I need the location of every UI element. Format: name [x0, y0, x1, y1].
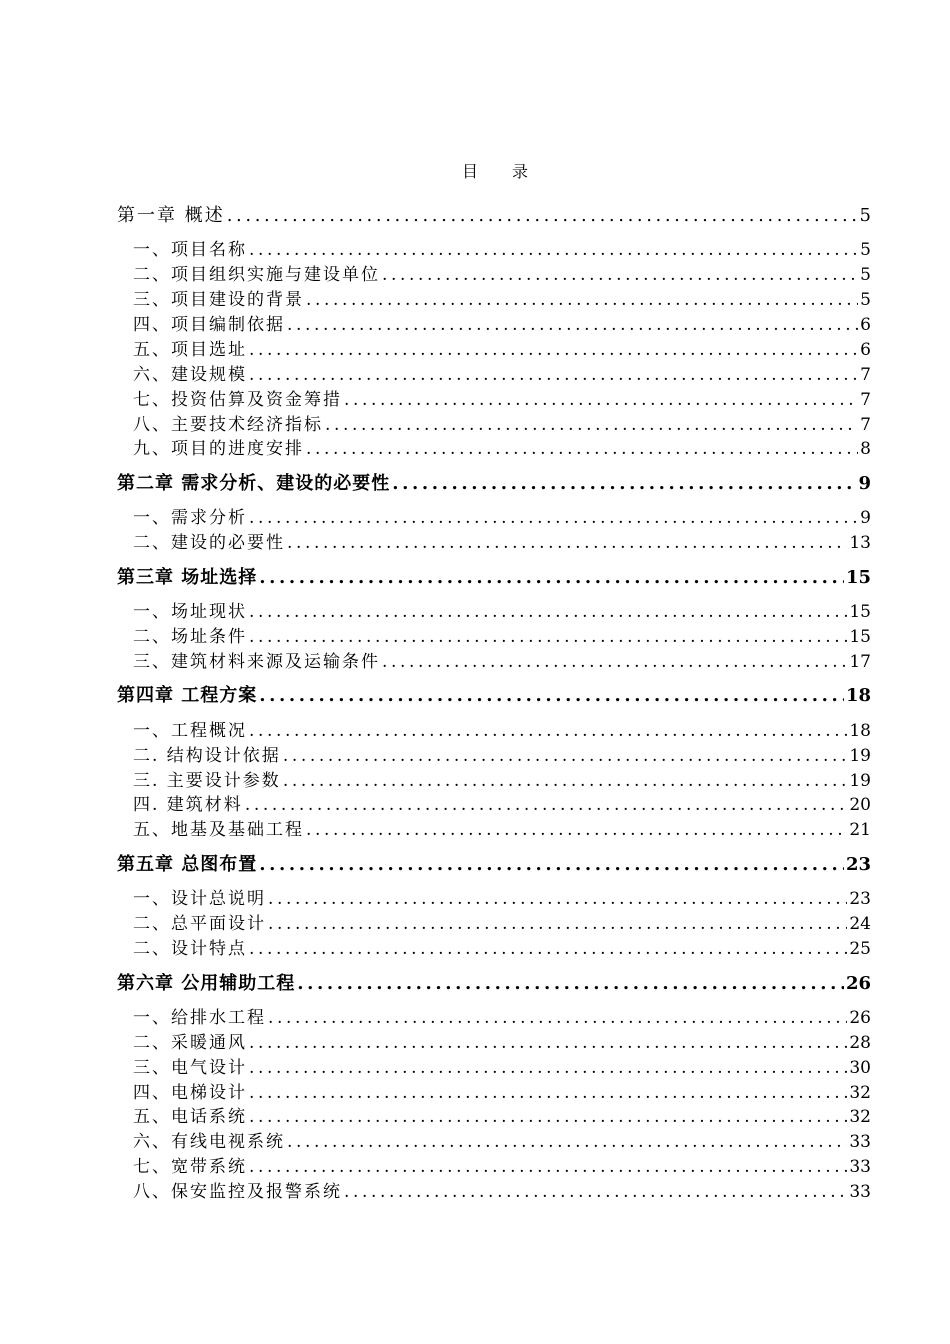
toc-entry-label: 六、建设规模 — [133, 365, 247, 385]
toc-dot-leader — [268, 911, 847, 937]
toc-page-number: 19 — [849, 771, 871, 791]
toc-dot-leader — [245, 792, 848, 818]
toc-chapter-entry[interactable] — [117, 683, 871, 709]
toc-section-entry[interactable] — [133, 505, 871, 531]
toc-dot-leader — [227, 203, 858, 229]
toc-entry-label: 三. 主要设计参数 — [133, 771, 281, 791]
toc-entry-label: 二. 结构设计依据 — [133, 746, 281, 766]
toc-dot-leader — [283, 768, 848, 794]
toc-page-number: 24 — [849, 914, 871, 934]
toc-section-entry[interactable] — [133, 1030, 871, 1056]
toc-page-number: 7 — [860, 415, 871, 435]
toc-section-entry[interactable] — [133, 1179, 871, 1205]
toc-section-entry[interactable] — [133, 649, 871, 675]
toc-section-entry[interactable] — [133, 436, 871, 462]
toc-entry-label: 一、设计总说明 — [133, 889, 266, 909]
toc-dot-leader — [249, 1104, 847, 1130]
toc-page-number: 5 — [860, 240, 871, 260]
toc-section-entry[interactable] — [133, 599, 871, 625]
toc-chapter-entry[interactable] — [117, 971, 871, 997]
toc-page-number: 7 — [860, 390, 871, 410]
toc-entry-label: 六、有线电视系统 — [133, 1132, 285, 1152]
toc-section-entry[interactable] — [133, 362, 871, 388]
toc-dot-leader — [392, 471, 856, 497]
toc-dot-leader — [306, 287, 858, 313]
toc-entry-label: 七、投资估算及资金筹措 — [133, 390, 342, 410]
toc-page-number: 9 — [858, 473, 871, 494]
toc-section-entry[interactable] — [133, 792, 871, 818]
toc-dot-leader — [259, 565, 844, 591]
toc-page-number: 23 — [845, 854, 871, 875]
toc-dot-leader — [306, 436, 858, 462]
toc-entry-label: 第一章 概述 — [117, 205, 225, 226]
toc-dot-leader — [249, 505, 858, 531]
toc-page-number: 32 — [849, 1083, 871, 1103]
toc-page-number: 6 — [860, 315, 871, 335]
toc-entry-label: 一、需求分析 — [133, 508, 247, 528]
toc-dot-leader — [306, 817, 847, 843]
toc-page-number: 18 — [849, 721, 871, 741]
toc-page-number: 15 — [849, 627, 871, 647]
toc-page-number: 17 — [849, 652, 871, 672]
toc-section-entry[interactable] — [133, 412, 871, 438]
toc-section-entry[interactable] — [133, 1055, 871, 1081]
toc-section-entry[interactable] — [133, 817, 871, 843]
toc-chapter-entry[interactable] — [117, 471, 871, 497]
page-title-left: 目 — [461, 162, 478, 181]
toc-page-number: 6 — [860, 340, 871, 360]
toc-page-number: 5 — [859, 205, 871, 226]
toc-dot-leader — [259, 683, 844, 709]
toc-section-entry[interactable] — [133, 911, 871, 937]
toc-dot-leader — [325, 412, 858, 438]
toc-entry-label: 九、项目的进度安排 — [133, 439, 304, 459]
toc-entry-label: 第五章 总图布置 — [117, 854, 258, 875]
toc-entry-label: 四、电梯设计 — [133, 1083, 247, 1103]
toc-section-entry[interactable] — [133, 718, 871, 744]
toc-page-number: 5 — [860, 265, 871, 285]
toc-section-entry[interactable] — [133, 1129, 871, 1155]
toc-dot-leader — [249, 1030, 847, 1056]
toc-section-entry[interactable] — [133, 1104, 871, 1130]
toc-page-number: 18 — [845, 685, 871, 706]
toc-page-number: 33 — [849, 1182, 871, 1202]
toc-page-number: 8 — [860, 439, 871, 459]
toc-entry-label: 五、地基及基础工程 — [133, 820, 304, 840]
toc-page-number: 7 — [860, 365, 871, 385]
toc-entry-label: 第二章 需求分析、建设的必要性 — [117, 473, 391, 494]
toc-entry-label: 八、主要技术经济指标 — [133, 415, 323, 435]
toc-page-number: 32 — [849, 1107, 871, 1127]
toc-section-entry[interactable] — [133, 387, 871, 413]
toc-section-entry[interactable] — [133, 287, 871, 313]
toc-entry-label: 五、电话系统 — [133, 1107, 247, 1127]
toc-entry-label: 一、给排水工程 — [133, 1008, 266, 1028]
toc-page-number: 23 — [849, 889, 871, 909]
toc-dot-leader — [249, 1080, 847, 1106]
toc-dot-leader — [382, 262, 858, 288]
toc-entry-label: 第三章 场址选择 — [117, 567, 258, 588]
toc-section-entry[interactable] — [133, 262, 871, 288]
toc-section-entry[interactable] — [133, 624, 871, 650]
toc-section-entry[interactable] — [133, 768, 871, 794]
toc-page-number: 20 — [849, 795, 871, 815]
toc-dot-leader — [268, 1005, 847, 1031]
toc-entry-label: 一、项目名称 — [133, 240, 247, 260]
toc-page-number: 25 — [849, 939, 871, 959]
page-title-right: 录 — [512, 162, 529, 181]
toc-dot-leader — [249, 237, 858, 263]
toc-entry-label: 二、项目组织实施与建设单位 — [133, 265, 380, 285]
toc-page-number: 15 — [845, 567, 871, 588]
toc-page-number: 28 — [849, 1033, 871, 1053]
toc-entry-label: 二、设计特点 — [133, 939, 247, 959]
toc-section-entry[interactable] — [133, 886, 871, 912]
toc-entry-label: 三、项目建设的背景 — [133, 290, 304, 310]
toc-section-entry[interactable] — [133, 1005, 871, 1031]
toc-page-number: 15 — [849, 602, 871, 622]
toc-chapter-entry[interactable] — [117, 852, 871, 878]
toc-section-entry[interactable] — [133, 530, 871, 556]
toc-section-entry[interactable] — [133, 936, 871, 962]
toc-dot-leader — [249, 337, 858, 363]
toc-page-number: 33 — [849, 1157, 871, 1177]
toc-section-entry[interactable] — [133, 1080, 871, 1106]
toc-entry-label: 五、项目选址 — [133, 340, 247, 360]
toc-dot-leader — [268, 886, 847, 912]
toc-entry-label: 第六章 公用辅助工程 — [117, 973, 296, 994]
toc-entry-label: 二、建设的必要性 — [133, 533, 285, 553]
toc-page-number: 21 — [849, 820, 871, 840]
toc-section-entry[interactable] — [133, 237, 871, 263]
toc-dot-leader — [249, 624, 847, 650]
toc-dot-leader — [249, 936, 847, 962]
toc-section-entry[interactable] — [133, 337, 871, 363]
toc-dot-leader — [344, 387, 858, 413]
toc-dot-leader — [344, 1179, 847, 1205]
toc-page-number: 19 — [849, 746, 871, 766]
toc-entry-label: 四. 建筑材料 — [133, 795, 243, 815]
toc-chapter-entry[interactable] — [117, 565, 871, 591]
toc-section-entry[interactable] — [133, 312, 871, 338]
toc-page-number: 30 — [849, 1058, 871, 1078]
toc-dot-leader — [259, 852, 844, 878]
toc-page-number: 9 — [860, 508, 871, 528]
toc-entry-label: 七、宽带系统 — [133, 1157, 247, 1177]
toc-page-number: 13 — [849, 533, 871, 553]
toc-entry-label: 一、场址现状 — [133, 602, 247, 622]
toc-dot-leader — [249, 1154, 847, 1180]
toc-dot-leader — [249, 718, 847, 744]
toc-entry-label: 二、场址条件 — [133, 627, 247, 647]
toc-entry-label: 八、保安监控及报警系统 — [133, 1182, 342, 1202]
toc-entry-label: 三、建筑材料来源及运输条件 — [133, 652, 380, 672]
toc-dot-leader — [249, 1055, 847, 1081]
toc-page-number: 5 — [860, 290, 871, 310]
toc-dot-leader — [287, 1129, 847, 1155]
toc-dot-leader — [283, 743, 848, 769]
toc-entry-label: 四、项目编制依据 — [133, 315, 285, 335]
toc-section-entry[interactable] — [133, 1154, 871, 1180]
toc-entry-label: 二、总平面设计 — [133, 914, 266, 934]
toc-chapter-entry[interactable] — [117, 203, 871, 229]
toc-page-number: 26 — [849, 1008, 871, 1028]
toc-entry-label: 第四章 工程方案 — [117, 685, 258, 706]
toc-dot-leader — [287, 530, 847, 556]
toc-dot-leader — [249, 599, 847, 625]
toc-entry-label: 一、工程概况 — [133, 721, 247, 741]
toc-page-number: 26 — [845, 973, 871, 994]
toc-dot-leader — [382, 649, 847, 675]
toc-entry-label: 三、电气设计 — [133, 1058, 247, 1078]
toc-section-entry[interactable] — [133, 743, 871, 769]
toc-entry-label: 二、采暖通风 — [133, 1033, 247, 1053]
toc-dot-leader — [297, 971, 844, 997]
toc-dot-leader — [249, 362, 858, 388]
toc-dot-leader — [287, 312, 858, 338]
toc-page-number: 33 — [849, 1132, 871, 1152]
